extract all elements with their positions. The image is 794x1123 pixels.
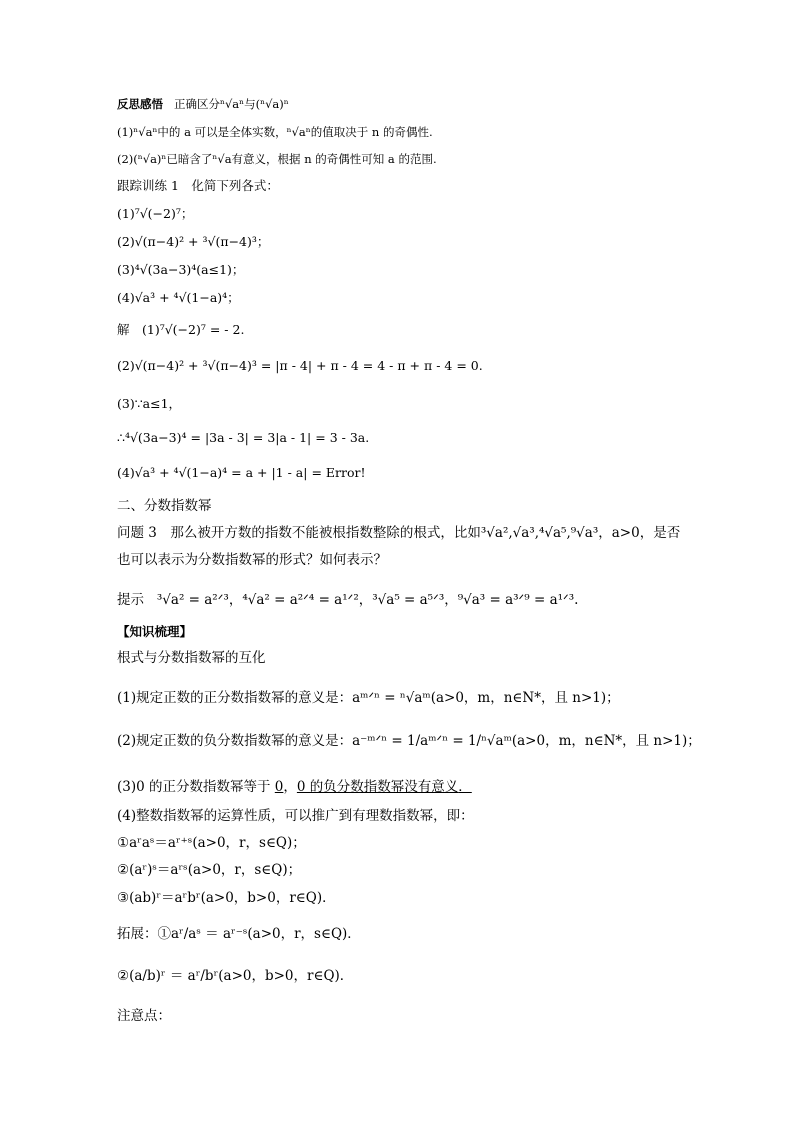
reflection-heading: 正确区分ⁿ√aⁿ与(ⁿ√a)ⁿ <box>173 97 289 111</box>
k2-expression: a⁻ᵐᐟⁿ = 1/aᵐᐟⁿ = 1/ⁿ√aᵐ <box>352 733 512 749</box>
extension-1-expr: aʳ/aˢ ＝ aʳ⁻ˢ(a>0，r，s∈Q)． <box>171 926 361 942</box>
reflection-line <box>117 96 697 112</box>
hint-line <box>117 592 697 608</box>
rule-1: ①aʳaˢ＝aʳ⁺ˢ(a>0，r，s∈Q)； <box>117 835 306 851</box>
knowledge-k1 <box>117 690 697 706</box>
training-item-3: (3)⁴√(3a−3)⁴(a≤1)； <box>117 262 245 277</box>
reflection-p1: (1)ⁿ√aⁿ中的 a 可以是全体实数，ⁿ√aⁿ的值取决于 n 的奇偶性. <box>117 125 433 139</box>
rule-2: ②(aʳ)ˢ＝aʳˢ(a>0，r，s∈Q)； <box>117 862 302 878</box>
k2-condition: (a>0，m，n∈N*，且 n>1)； <box>511 733 701 749</box>
training-item-1: (1)⁷√(−2)⁷； <box>117 206 194 221</box>
k3-separator: ， <box>283 779 297 795</box>
reflection-title: 反思感悟 <box>117 97 163 111</box>
knowledge-tag: 【知识梳理】 <box>117 624 193 639</box>
training-item-4: (4)√a³ + ⁴√(1−a)⁴； <box>117 290 240 305</box>
knowledge-k4: (4)整数指数幂的运算性质，可以推广到有理数指数幂，即： <box>117 808 474 824</box>
solution-3a: (3)∵a≤1， <box>117 396 182 411</box>
hint-body: ³√a² = a²ᐟ³，⁴√a² = a²ᐟ⁴ = a¹ᐟ²，³√a⁵ = a⁵ᐟ³，⁹√a³ = a³ᐟ⁹ = a¹ᐟ³. <box>156 592 579 608</box>
solution-4: (4)√a³ + ⁴√(1−a)⁴ = a + |1 - a| = Error! <box>117 465 366 480</box>
k1-prefix: (1)规定正数的正分数指数幂的意义是： <box>117 690 353 706</box>
extension-prefix: 拓展：① <box>117 926 171 942</box>
question-3-line2: 也可以表示为分数指数幂的形式？如何表示？ <box>117 552 387 568</box>
rule-3: ③(ab)ʳ＝aʳbʳ(a>0，b>0，r∈Q)． <box>117 890 336 906</box>
part2-title: 二、分数指数幂 <box>117 498 212 514</box>
solution-3b: ∴⁴√(3a−3)⁴ = |3a - 3| = 3|a - 1| = 3 - 3a. <box>117 430 370 445</box>
knowledge-title: 根式与分数指数幂的互化 <box>117 650 266 666</box>
solution-1: 解 (1)⁷√(−2)⁷ = - 2. <box>117 322 245 337</box>
k3-end: ． <box>458 779 472 795</box>
training-title: 跟踪训练 1 化简下列各式： <box>117 178 279 193</box>
k1-condition: (a>0，m，n∈N*，且 n>1)； <box>430 690 620 706</box>
extension-2: ②(a/b)ʳ ＝ aʳ/bʳ(a>0，b>0，r∈Q)． <box>117 968 354 984</box>
k2-prefix: (2)规定正数的负分数指数幂的意义是： <box>117 733 353 749</box>
question-3-line1: 问题 3 那么被开方数的指数不能被根指数整除的根式，比如³√a²,√a³,⁴√a⁵,⁹√a³，a>0，是否 <box>117 525 681 541</box>
hint-prefix: 提示 <box>117 592 144 608</box>
training-item-2: (2)√(π−4)² + ³√(π−4)³； <box>117 234 270 249</box>
reflection-p2: (2)(ⁿ√a)ⁿ已暗含了ⁿ√a有意义，根据 n 的奇偶性可知 a 的范围. <box>117 152 437 166</box>
extension-1 <box>117 926 697 942</box>
solution-2: (2)√(π−4)² + ³√(π−4)³ = |π - 4| + π - 4 = 4 - π + π - 4 = 0. <box>117 358 483 373</box>
k3-blank-1: 0 <box>274 779 284 795</box>
note-label: 注意点： <box>117 1008 171 1024</box>
knowledge-k3 <box>117 779 697 795</box>
k1-expression: aᵐᐟⁿ = ⁿ√aᵐ <box>352 690 431 706</box>
k3-blank-2: 0 的负分数指数幂没有意义 <box>296 779 459 795</box>
knowledge-k2 <box>117 733 701 749</box>
k3-prefix: (3)0 的正分数指数幂等于 <box>117 779 275 795</box>
